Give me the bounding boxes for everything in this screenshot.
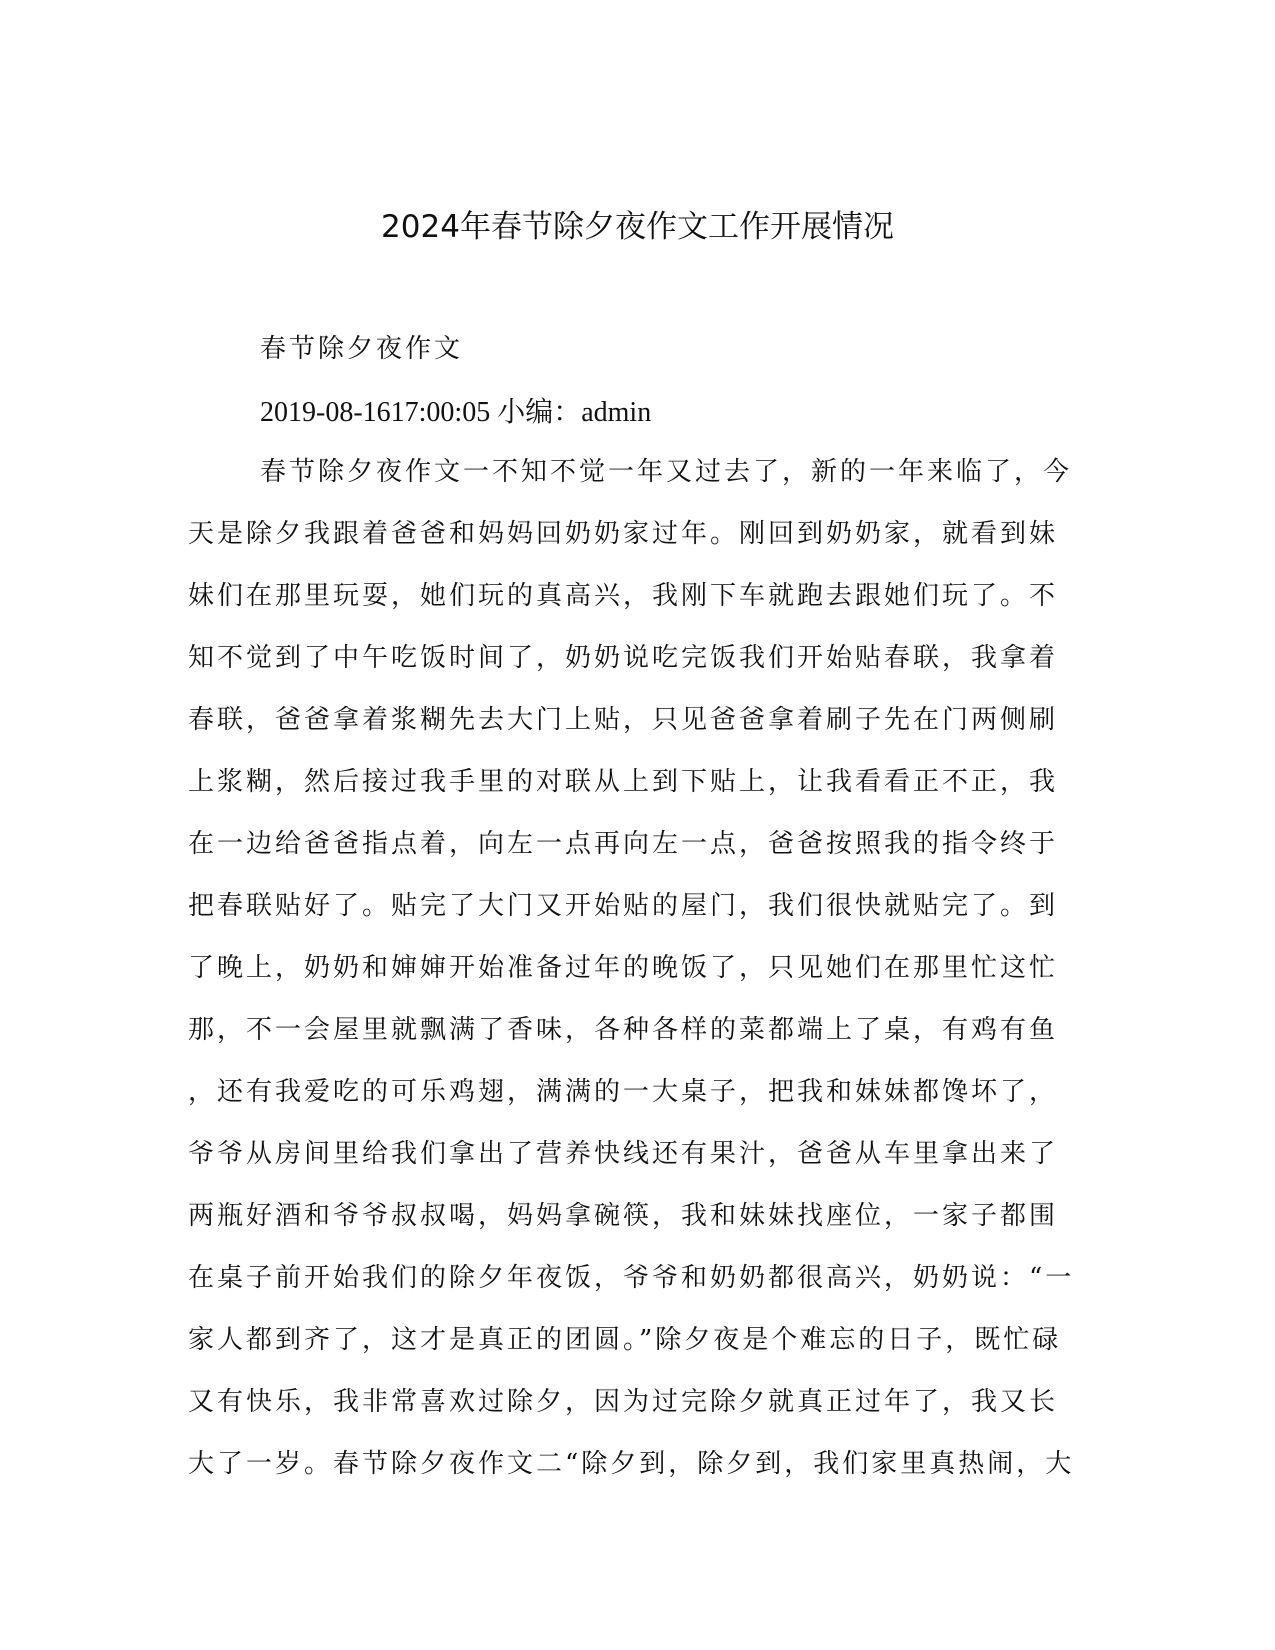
body-line: 又有快乐，我非常喜欢过除夕，因为过完除夕就真正过年了，我又长 — [188, 1387, 1059, 1417]
body-line: 妹们在那里玩耍，她们玩的真高兴，我刚下车就跑去跟她们玩了。不 — [188, 581, 1059, 611]
body-line: ，还有我爱吃的可乐鸡翅，满满的一大桌子，把我和妹妹都馋坏了， — [188, 1077, 1059, 1107]
body-line: 春节除夕夜作文一不知不觉一年又过去了，新的一年来临了，今 — [260, 457, 1073, 487]
body-line: 天是除夕我跟着爸爸和妈妈回奶奶家过年。刚回到奶奶家，就看到妹 — [188, 519, 1059, 549]
document-title: 2024年春节除夕夜作文工作开展情况 — [381, 209, 894, 245]
body-line: 在一边给爸爸指点着，向左一点再向左一点，爸爸按照我的指令终于 — [188, 829, 1059, 859]
body-line: 大了一岁。春节除夕夜作文二“除夕到，除夕到，我们家里真热闹，大 — [188, 1449, 1075, 1479]
body-line: 了晚上，奶奶和婶婶开始准备过年的晚饭了，只见她们在那里忙这忙 — [188, 953, 1059, 983]
body-line: 家人都到齐了，这才是真正的团圆。”除夕夜是个难忘的日子，既忙碌 — [188, 1325, 1062, 1355]
body-line: 上浆糊，然后接过我手里的对联从上到下贴上，让我看看正不正，我 — [188, 767, 1059, 797]
essay-body — [188, 451, 1088, 1505]
body-line: 春联，爸爸拿着浆糊先去大门上贴，只见爸爸拿着刷子先在门两侧刷 — [188, 705, 1059, 735]
post-meta: 2019-08-1617:00:05 小编：admin — [260, 397, 652, 428]
body-line: 那，不一会屋里就飘满了香味，各种各样的菜都端上了桌，有鸡有鱼 — [188, 1015, 1059, 1045]
body-line: 在桌子前开始我们的除夕年夜饭，爷爷和奶奶都很高兴，奶奶说：“一 — [188, 1263, 1075, 1293]
body-line: 爷爷从房间里给我们拿出了营养快线还有果汁，爸爸从车里拿出来了 — [188, 1139, 1059, 1169]
section-heading: 春节除夕夜作文 — [260, 334, 464, 364]
body-line: 知不觉到了中午吃饭时间了，奶奶说吃完饭我们开始贴春联，我拿着 — [188, 643, 1059, 673]
body-line: 两瓶好酒和爷爷叔叔喝，妈妈拿碗筷，我和妹妹找座位，一家子都围 — [188, 1201, 1059, 1231]
body-line: 把春联贴好了。贴完了大门又开始贴的屋门，我们很快就贴完了。到 — [188, 891, 1059, 921]
